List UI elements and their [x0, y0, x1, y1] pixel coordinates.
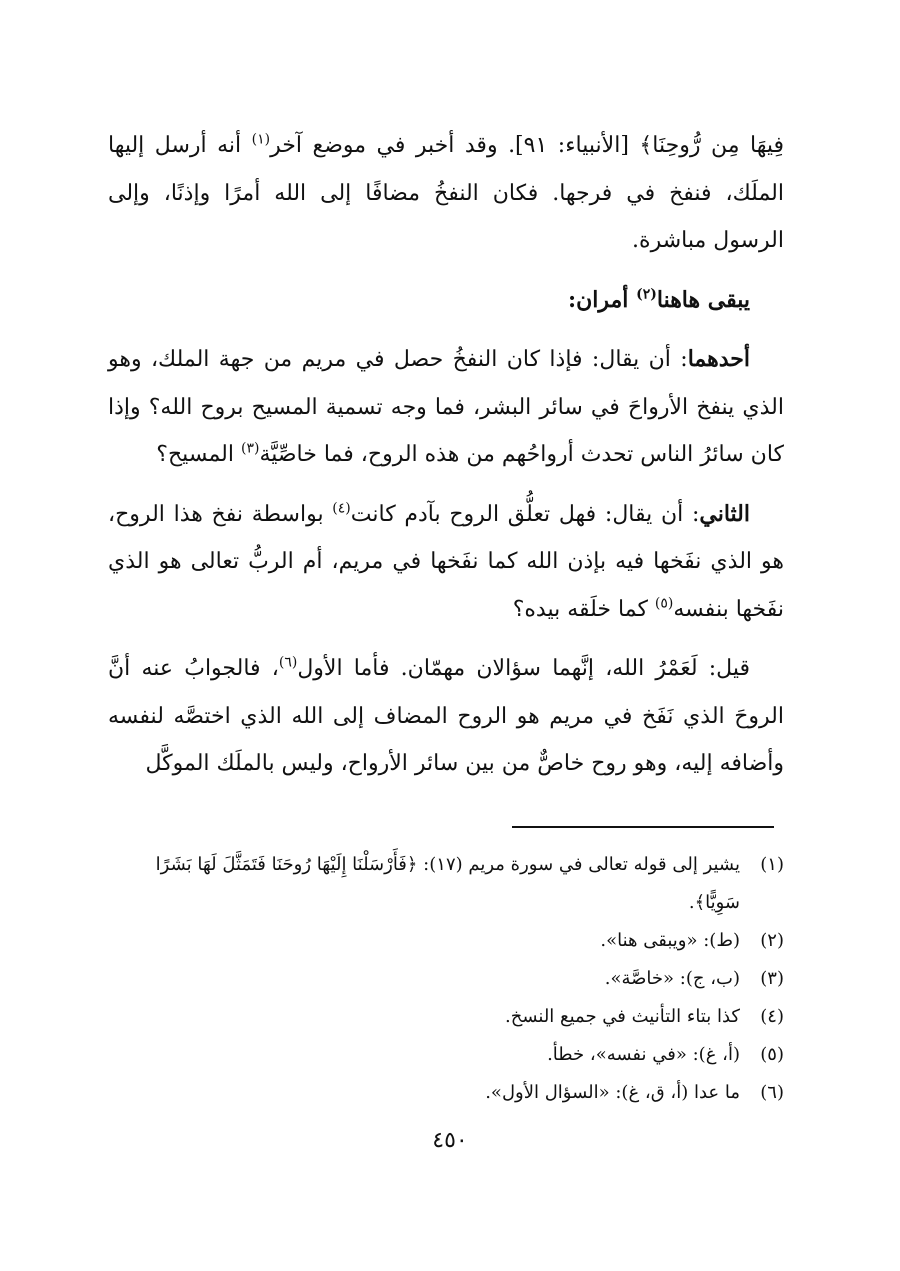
- footnote-ref-4[interactable]: (٤): [332, 500, 351, 517]
- footnote-number: (٢): [760, 930, 784, 951]
- footnote-5: [108, 1036, 784, 1074]
- paragraph-4-text: : أن يقال: فهل تعلُّق الروح بآدم كانت: [350, 501, 700, 527]
- paragraph-5: [108, 645, 784, 788]
- footnote-text: ما عدا (أ، ق، غ): «السؤال الأول».: [485, 1082, 740, 1103]
- paragraph-3-lead: أحدهما: [687, 346, 750, 372]
- paragraph-4-lead: الثاني: [699, 500, 750, 527]
- paragraph-5-text: قيل: لَعَمْرُ الله، إنَّهما سؤالان مهمّان. فأما الأول: [297, 656, 750, 681]
- footnote-2: [108, 922, 784, 960]
- footnote-ref-3[interactable]: (٣): [240, 440, 260, 457]
- paragraph-2: [108, 277, 784, 325]
- footnote-ref-6[interactable]: (٦): [278, 654, 298, 671]
- paragraph-4-mid: بواسطة نفخ هذا الروح، هو الذي نفَخها فيه بإذن الله كما نفَخها في مريم، أم الربُّ تعالى هو الذي نفَخها بنفسه: [108, 501, 784, 622]
- footnote-text: (ط): «ويبقى هنا».: [600, 930, 740, 951]
- page-number: ٤٥٠: [432, 1128, 468, 1153]
- footnotes: [108, 846, 784, 1112]
- footnote-number: (٤): [760, 1006, 784, 1027]
- paragraph-3: [108, 336, 784, 479]
- paragraph-2-text: يبقى هاهنا: [656, 286, 750, 313]
- footnote-text: (ب، ج): «خاصَّة».: [604, 968, 740, 989]
- footnote-1: [108, 846, 784, 922]
- paragraph-2-rest: أمران:: [567, 286, 637, 313]
- footnote-ref-1[interactable]: (١): [251, 131, 271, 148]
- paragraph-1: [108, 122, 784, 265]
- paragraph-3-rest: المسيح؟: [156, 442, 241, 467]
- footnote-text: كذا بتاء التأنيث في جميع النسخ.: [504, 1006, 740, 1027]
- footnote-number: (٣): [760, 968, 784, 989]
- footnote-text: يشير إلى قوله تعالى في سورة مريم (١٧): ﴿فَأَرْسَلْنَا إِلَيْهَا رُوحَنَا فَتَمَثَّلَ لَهَا بَشَرًا سَوِيًّا﴾.: [155, 854, 740, 913]
- footnote-ref-2[interactable]: (٢): [636, 286, 657, 303]
- paragraph-1-text: فِيهَا مِن رُّوحِنَا﴾ [الأنبياء: ٩١]. وقد أخبر في موضع آخر: [270, 133, 785, 158]
- footnote-6: [108, 1074, 784, 1112]
- paragraph-1-rest: أنه أرسل إليها الملَك، فنفخ في فرجها. فكان النفخُ مضافًا إلى الله أمرًا وإذنًا، وإلى الرسول مباشرة.: [108, 133, 784, 253]
- footnote-number: (١): [760, 854, 784, 875]
- footnote-number: (٦): [760, 1082, 784, 1103]
- footnote-text: (أ، غ): «في نفسه»، خطأ.: [547, 1044, 740, 1065]
- footnote-ref-5[interactable]: (٥): [654, 595, 674, 612]
- footnote-divider: [512, 826, 774, 828]
- paragraph-3-text: : أن يقال: فإذا كان النفخُ حصل في مريم من جهة الملك، وهو الذي ينفخ الأرواحَ في سائر البشر، فما وجه تسمية المسيح بروح الله؟ وإذا كان سائرُ الناس تحدث أرواحُهم من هذه الروح، فما خاصِّيَّة: [108, 347, 784, 467]
- paragraph-4-rest: كما خلَقه بيده؟: [512, 596, 655, 622]
- footnote-number: (٥): [760, 1044, 784, 1065]
- footnote-3: [108, 960, 784, 998]
- paragraph-4: [108, 491, 784, 634]
- footnote-4: [108, 998, 784, 1036]
- main-text: [108, 122, 784, 800]
- paragraph-5-rest: ، فالجوابُ عنه أنَّ الروحَ الذي نَفَخ في مريم هو الروح المضاف إلى الله الذي اختصَّه لنفسه وأضافه إليه، وهو روح خاصٌّ من بين سائر الأرواح، وليس بالملَك الموكَّل: [108, 656, 784, 776]
